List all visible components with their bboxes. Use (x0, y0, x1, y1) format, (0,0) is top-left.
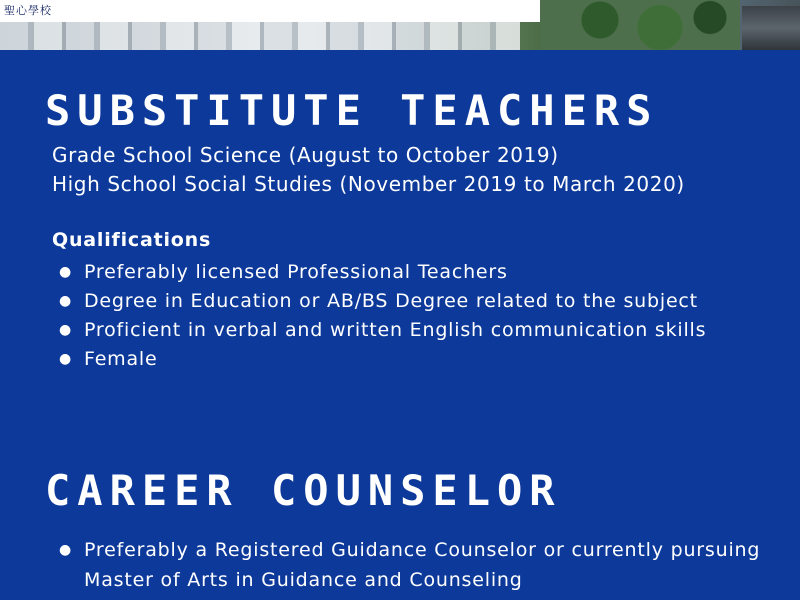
list-item-text: Degree in Education or AB/BS Degree related to the subject (84, 290, 698, 312)
list-item (0, 258, 800, 287)
header-photo (0, 0, 800, 50)
position-line: High School Social Studies (November 2019 to March 2020) (52, 172, 685, 196)
trees-image (540, 0, 740, 50)
school-name-text: 聖心學校 (4, 4, 52, 17)
bullet-icon: ● (59, 351, 73, 367)
counselor-qualifications-list (0, 535, 800, 595)
list-item-text: Female (84, 348, 158, 370)
position-line: Grade School Science (August to October 2019) (52, 143, 559, 167)
list-item (0, 287, 800, 316)
car-image (742, 6, 800, 50)
list-item-text: Preferably a Registered Guidance Counselor or currently pursuing Master of Arts in Guidance and Counseling (84, 539, 761, 591)
bullet-icon: ● (59, 322, 73, 338)
list-item-text: Proficient in verbal and written English communication skills (84, 319, 707, 341)
career-counselor-heading: CAREER COUNSELOR (45, 466, 562, 515)
list-item (0, 535, 800, 595)
qualifications-list (0, 258, 800, 374)
bullet-icon: ● (59, 264, 73, 280)
list-item (0, 316, 800, 345)
substitute-teachers-heading: SUBSTITUTE TEACHERS (45, 86, 659, 135)
qualifications-title: Qualifications (52, 229, 212, 251)
list-item-text: Preferably licensed Professional Teachers (84, 261, 508, 283)
bullet-icon: ● (59, 293, 73, 309)
list-item (0, 345, 800, 374)
bullet-icon: ● (59, 542, 73, 558)
building-image (0, 22, 520, 50)
header-white-panel (0, 0, 546, 22)
